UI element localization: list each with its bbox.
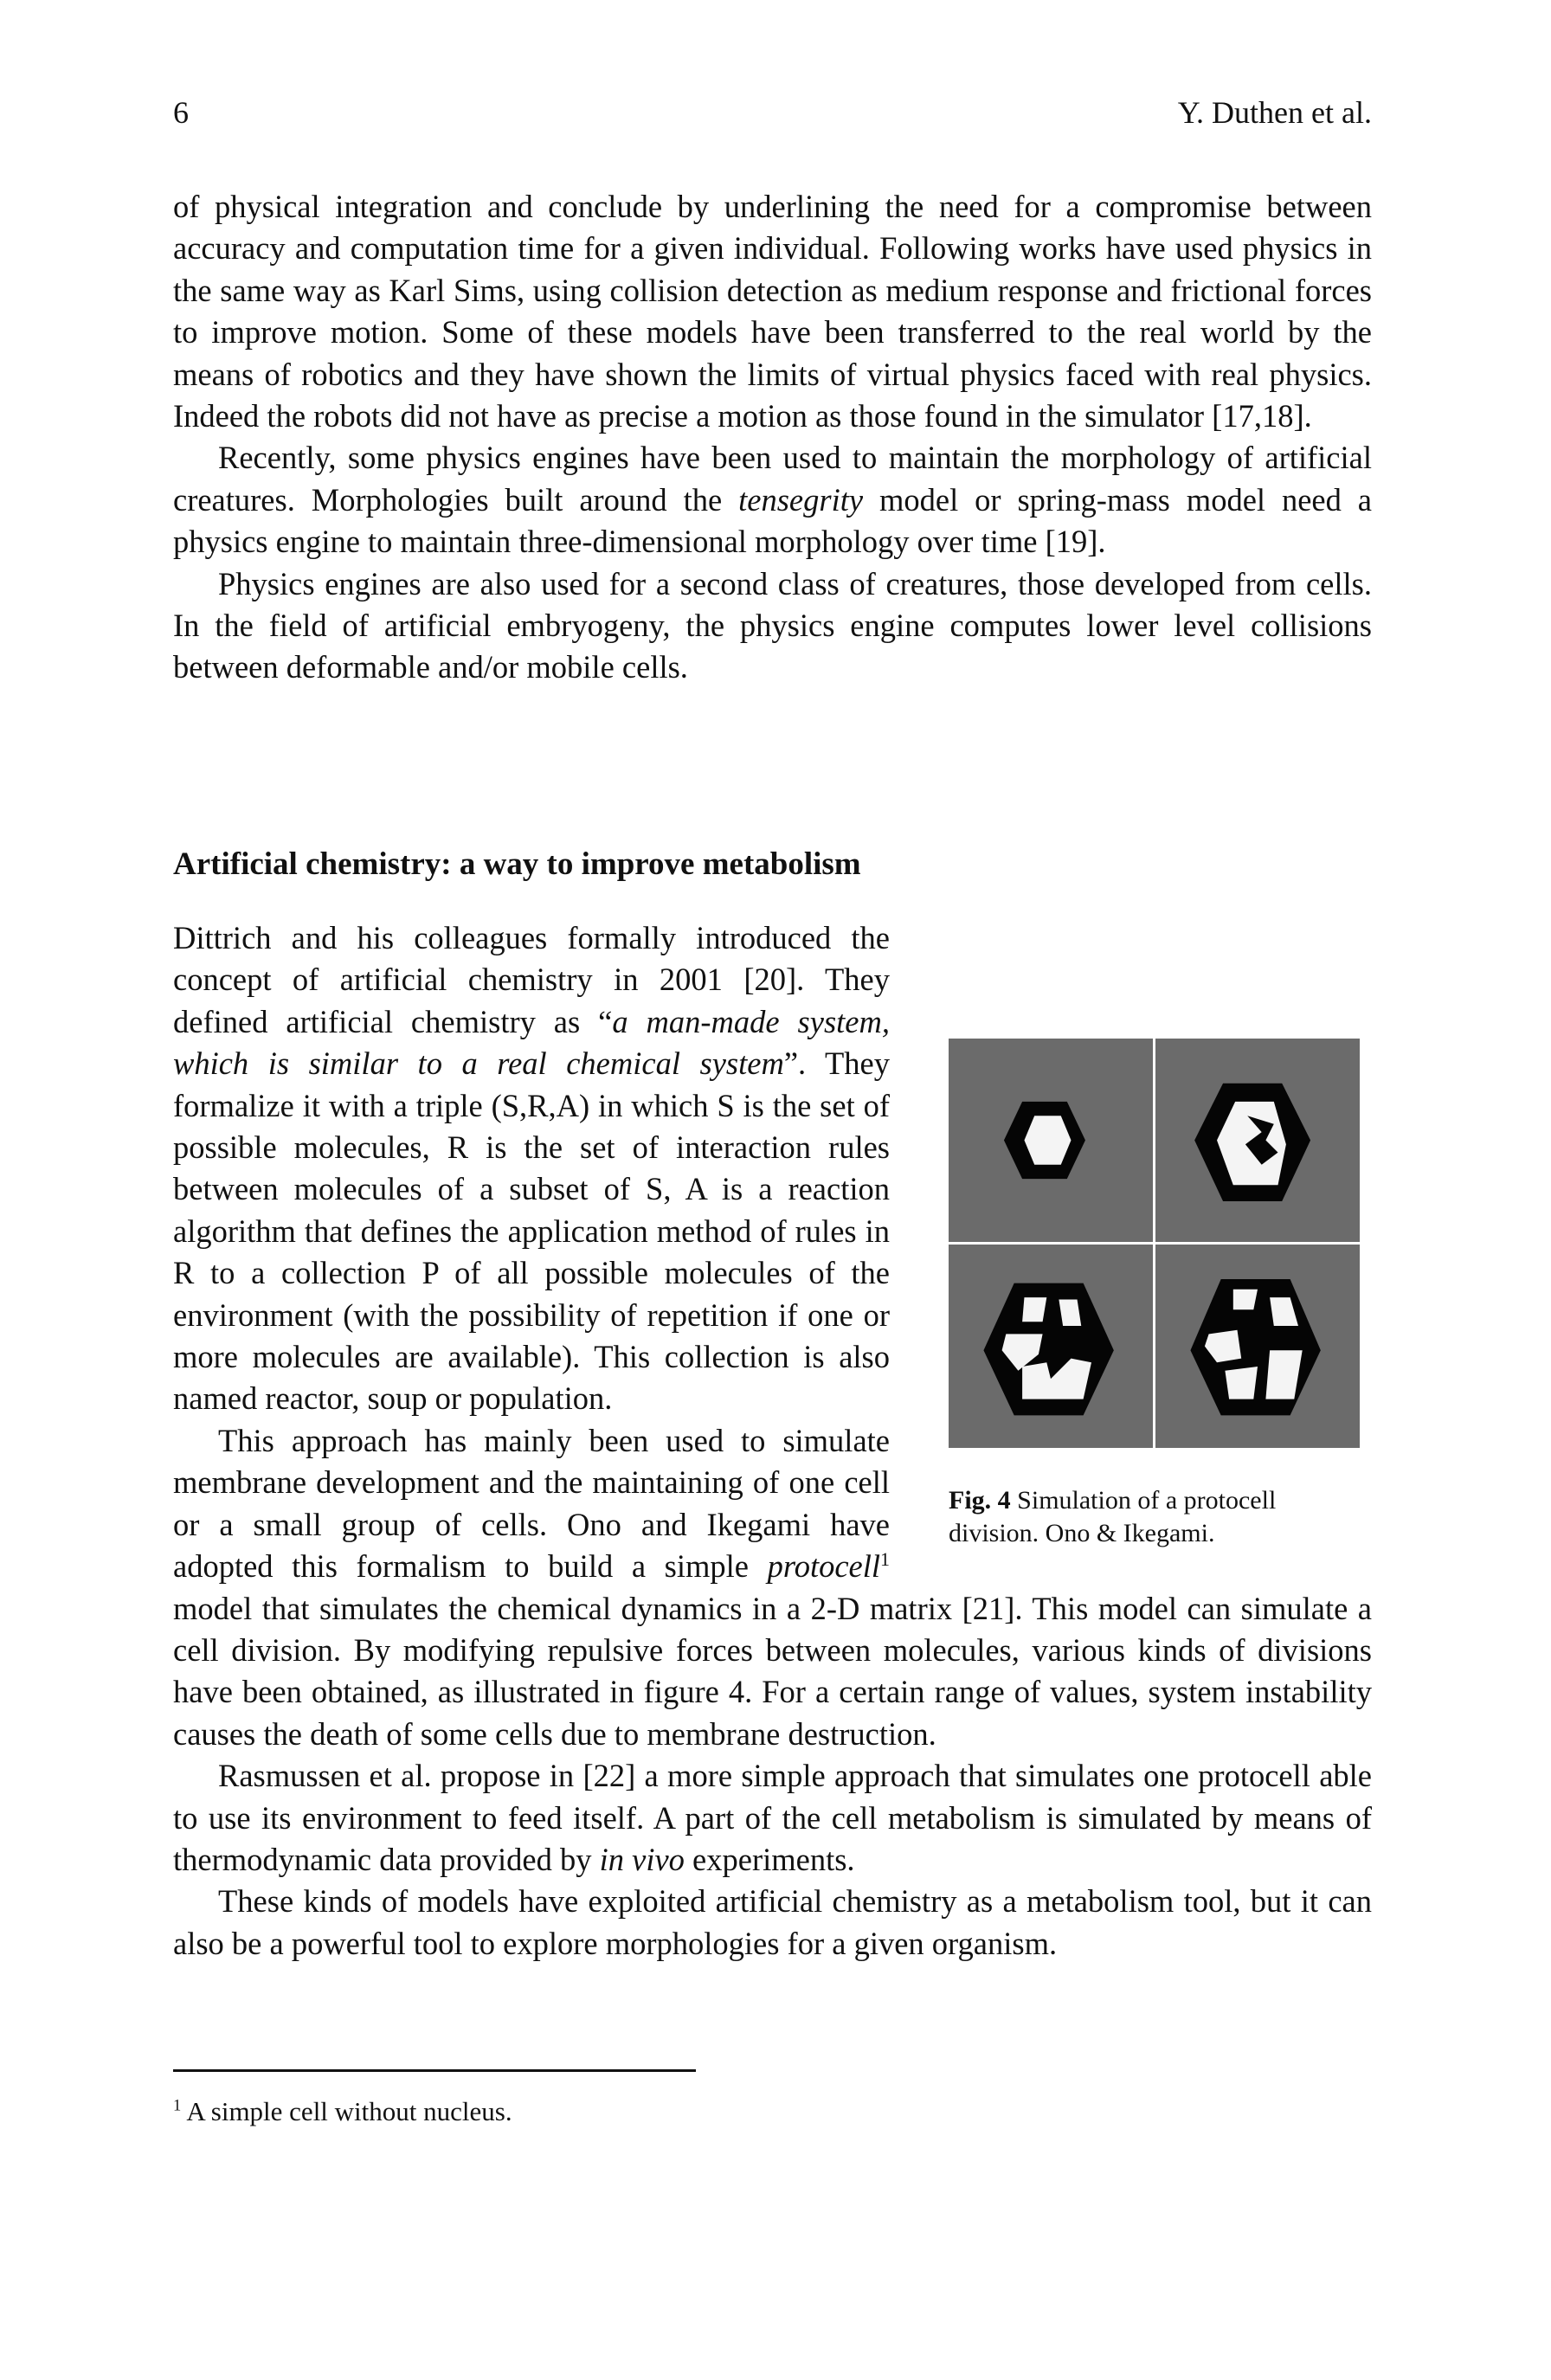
text-run: This approach has mainly been used to simulate membrane development and the maintaining of one cell or a small group of cells. Ono and Ikegami have adopted this formalism to build a simple	[173, 1422, 890, 1585]
text-run: Rasmussen et al. propose in [22] a more simple approach that simulates one protocell able to use its environment to feed itself. A part of the cell metabolism is simulated by means of thermodynamic data provided by	[173, 1758, 1372, 1877]
emphasis-protocell: protocell	[767, 1548, 881, 1585]
page-number: 6	[173, 95, 189, 130]
footnote-reference[interactable]: 1	[880, 1547, 890, 1570]
text-run: Recently, some physics engines have been used to maintain the morphology of artificial creatures. Morphologies built around the	[173, 440, 1372, 518]
text-run: model that simulates the chemical dynamics in a 2-D matrix [21]. This model can simulate a cell division. By modifying repulsive forces between molecules, various kinds of divisions have been obtained, as illustrated in figure 4. For a certain range of values, system instability causes the death of some cells due to membrane destruction.	[173, 1590, 1372, 1752]
paragraph-physics-integration: of physical integration and conclude by underlining the need for a compromise between accuracy and computation time for a given individual. Following works have used physics in the same way as Karl Sims, using collision detection as medium response and frictional forces to improve motion. Some of these models have been transferred to the real world by the means of robotics and they have shown the limits of virtual physics faced with real physics. Indeed the robots did not have as precise a motion as those found in the simulator [17,18].	[173, 189, 1372, 434]
emphasis-quote: a man-made system, which is similar to a real chemical system	[173, 1003, 890, 1082]
emphasis-in-vivo: in vivo	[599, 1841, 685, 1877]
paragraph-rasmussen	[173, 1755, 1372, 1881]
paragraph-tensegrity	[173, 437, 1372, 563]
figure-caption	[935, 1484, 1372, 1550]
footnote-marker: 1	[173, 2096, 182, 2115]
paragraph-cells: Physics engines are also used for a second class of creatures, those developed from cells. In the field of artificial embryogeny, the physics engine computes lower level collisions between deformable and/or mobile cells.	[173, 565, 1372, 685]
text-run: Dittrich and his colleagues formally introduced the concept of artificial chemistry in 2001 [20]. They defined artificial chemistry as “	[173, 920, 890, 1039]
body-text-chemistry	[173, 917, 1372, 1965]
figure-panel-3	[949, 1245, 1153, 1448]
paragraph-conclusion: These kinds of models have exploited artificial chemistry as a metabolism tool, but it can also be a powerful tool to explore morphologies for a given organism.	[173, 1883, 1372, 1961]
figure-4	[935, 917, 1372, 1550]
text-run: experiments.	[684, 1841, 855, 1877]
figure-image-grid	[949, 1039, 1360, 1448]
protocell-single-image	[949, 1039, 1153, 1242]
text-run: ”. They formalize it with a triple (S,R,A) in which S is the set of possible molecules, R is the set of interaction rules between molecules of a subset of S, A is a reaction algorithm that defines the application method of rules in R to a collection P of all possible molecules of the environment (with the possibility of repetition if one or more molecules are available). This collection is also named reactor, soup or population.	[173, 1045, 891, 1417]
figure-panel-1	[949, 1039, 1153, 1242]
protocell-divided-image	[1155, 1245, 1360, 1448]
protocell-partial-division-image	[949, 1245, 1153, 1448]
footnote	[173, 2094, 512, 2129]
figure-panel-4	[1155, 1245, 1360, 1448]
body-text-intro	[173, 186, 1372, 689]
footnote-divider	[173, 2069, 696, 2072]
figure-panel-2	[1155, 1039, 1360, 1242]
running-head-authors: Y. Duthen et al.	[1177, 95, 1372, 130]
figure-caption-text: Simulation of a protocell division. Ono & Ikegami.	[949, 1486, 1277, 1547]
figure-label: Fig. 4	[949, 1486, 1011, 1515]
footnote-text: A simple cell without nucleus.	[181, 2096, 512, 2126]
emphasis-tensegrity: tensegrity	[738, 481, 864, 518]
section-heading: Artificial chemistry: a way to improve metabolism	[173, 846, 861, 882]
protocell-invagination-image	[1155, 1039, 1360, 1242]
text-run: model or spring-mass model need a physics engine to maintain three-dimensional morphology over time [19].	[173, 481, 1372, 560]
